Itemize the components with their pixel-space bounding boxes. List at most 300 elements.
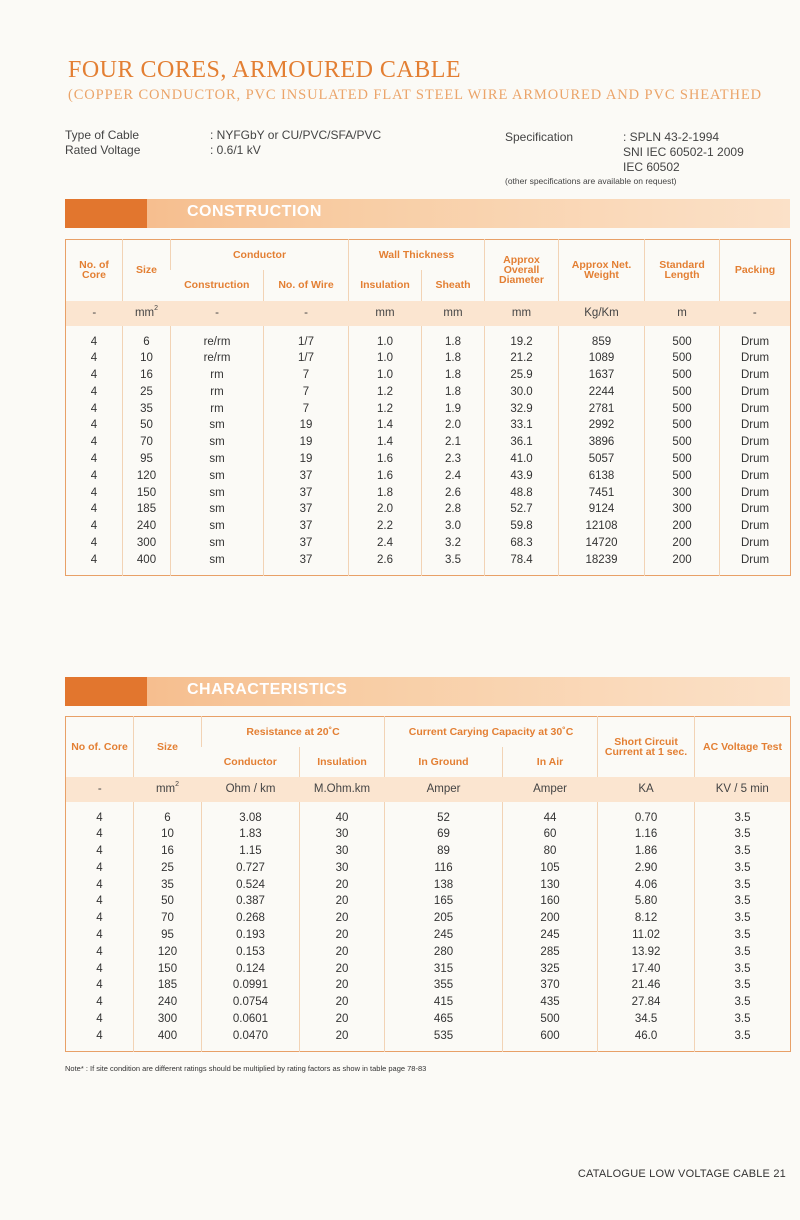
table-cell: sm: [171, 485, 264, 502]
table-cell: 1/7: [264, 350, 349, 367]
table-cell: 20: [300, 961, 385, 978]
table-cell: 0.0470: [202, 1028, 300, 1051]
table-cell: 4: [90, 469, 98, 482]
table-cell: 4: [90, 503, 98, 516]
table-cell: 0.727: [202, 860, 300, 877]
table-row: [66, 977, 791, 994]
table-cell: 280: [385, 944, 503, 961]
table-row: [66, 485, 791, 502]
header-sheath: Sheath: [422, 270, 485, 301]
table-cell: 0.153: [202, 944, 300, 961]
table-cell: 4: [90, 453, 98, 466]
table-cell: 60: [503, 826, 598, 843]
table-cell: 14720: [559, 535, 645, 552]
table-row: [66, 877, 791, 894]
table-cell: 415: [385, 994, 503, 1011]
table-cell: 1.16: [598, 826, 695, 843]
unit-cell: -: [720, 301, 791, 326]
table-row: [66, 384, 791, 401]
table-cell: sm: [171, 552, 264, 575]
header-current-capacity: Current Carying Capacity at 30˚C: [385, 717, 598, 747]
table-cell: 7: [264, 401, 349, 418]
table-cell: 0.0754: [202, 994, 300, 1011]
table-cell: 2.4: [349, 535, 422, 552]
table-cell: 185: [134, 977, 202, 994]
table-cell: rm: [171, 367, 264, 384]
table-row: [66, 802, 791, 827]
header-conductor: Conductor: [171, 240, 349, 270]
table-cell: 2.2: [349, 518, 422, 535]
table-cell: 3.0: [422, 518, 485, 535]
table-cell: 4: [90, 369, 98, 382]
page-title: FOUR CORES, ARMOURED CABLE: [68, 57, 462, 83]
table-cell: 3.5: [695, 1011, 791, 1028]
table-cell: 80: [503, 843, 598, 860]
table-row: [66, 843, 791, 860]
table-cell: 68.3: [485, 535, 559, 552]
table-cell: 20: [300, 977, 385, 994]
table-cell: sm: [171, 518, 264, 535]
table-cell: Drum: [720, 350, 791, 367]
unit-cell: Amper: [503, 777, 598, 802]
table-cell: 37: [264, 501, 349, 518]
table-cell: 35: [134, 877, 202, 894]
table-row: [66, 826, 791, 843]
table-cell: 13.92: [598, 944, 695, 961]
table-cell: 18239: [559, 552, 645, 575]
table-cell: 10: [134, 826, 202, 843]
table-cell: 1.86: [598, 843, 695, 860]
table-cell: 70: [123, 434, 171, 451]
spec-label: Specification: [505, 130, 574, 144]
table-cell: 4: [96, 929, 103, 942]
table-cell: 89: [385, 843, 503, 860]
table-cell: 500: [645, 326, 720, 351]
table-cell: 285: [503, 944, 598, 961]
table-cell: 535: [385, 1028, 503, 1051]
table-cell: 500: [645, 451, 720, 468]
table-cell: 44: [503, 802, 598, 827]
table-cell: 1.15: [202, 843, 300, 860]
table-cell: sm: [171, 451, 264, 468]
table-cell: 205: [385, 910, 503, 927]
table-cell: 4: [96, 912, 103, 925]
unit-cell: -: [66, 777, 134, 802]
units-row: [66, 777, 791, 802]
table-cell: 52: [385, 802, 503, 827]
table-cell: 37: [264, 485, 349, 502]
table-cell: 300: [645, 501, 720, 518]
header-resistance: Resistance at 20˚C: [202, 717, 385, 747]
header-size: Size: [123, 240, 171, 301]
table-cell: 8.12: [598, 910, 695, 927]
table-cell: 300: [123, 535, 171, 552]
table-cell: 3.5: [695, 860, 791, 877]
table-cell: 2.4: [422, 468, 485, 485]
table-cell: 300: [134, 1011, 202, 1028]
header-no-core: No of. Core: [71, 740, 128, 753]
table-cell: 40: [300, 802, 385, 827]
table-cell: 500: [645, 384, 720, 401]
unit-cell: Ohm / km: [202, 777, 300, 802]
construction-table: [65, 239, 791, 576]
table-cell: 70: [134, 910, 202, 927]
table-row: [66, 552, 791, 575]
table-row: [66, 350, 791, 367]
spec-value: IEC 60502: [623, 159, 680, 174]
table-cell: re/rm: [171, 326, 264, 351]
header-overall-diameter: Approx Overall Diameter: [485, 240, 559, 301]
header-conductor-resistance: Conductor: [223, 755, 277, 768]
table-cell: 16: [134, 843, 202, 860]
table-cell: 4: [96, 811, 103, 824]
unit-cell: M.Ohm.km: [300, 777, 385, 802]
table-cell: 355: [385, 977, 503, 994]
table-cell: Drum: [720, 485, 791, 502]
table-cell: 2781: [559, 401, 645, 418]
table-cell: 19: [264, 451, 349, 468]
table-cell: 21.46: [598, 977, 695, 994]
table-cell: 4: [96, 996, 103, 1009]
table-cell: 400: [134, 1028, 202, 1051]
table-row: [66, 401, 791, 418]
table-cell: 16: [123, 367, 171, 384]
cable-spec-left: [65, 128, 381, 158]
table-cell: 11.02: [598, 927, 695, 944]
table-cell: 3.5: [695, 977, 791, 994]
table-cell: 3.08: [202, 802, 300, 827]
section-title: CONSTRUCTION: [187, 203, 322, 220]
header-packing: Packing: [720, 240, 791, 301]
section-band-accent: [65, 199, 147, 228]
table-cell: 500: [645, 367, 720, 384]
table-cell: sm: [171, 434, 264, 451]
unit-cell: KA: [598, 777, 695, 802]
table-cell: 1637: [559, 367, 645, 384]
table-cell: 30: [300, 826, 385, 843]
table-cell: 4: [90, 402, 98, 415]
table-cell: 160: [503, 893, 598, 910]
table-cell: 200: [645, 518, 720, 535]
table-cell: 185: [123, 501, 171, 518]
table-row: [66, 501, 791, 518]
table-cell: sm: [171, 535, 264, 552]
section-title: CHARACTERISTICS: [187, 681, 348, 698]
table-cell: 130: [503, 877, 598, 894]
table-cell: 2.1: [422, 434, 485, 451]
table-cell: sm: [171, 501, 264, 518]
table-cell: 37: [264, 468, 349, 485]
table-cell: 95: [123, 451, 171, 468]
table-cell: 435: [503, 994, 598, 1011]
unit-superscript: 2: [154, 305, 159, 312]
header-in-air: In Air: [503, 747, 598, 777]
table-cell: 300: [645, 485, 720, 502]
table-cell: Drum: [720, 535, 791, 552]
footnote: Note* : If site condition are different ratings should be multiplied by rating factors as show in table page 78-83: [65, 1064, 427, 1073]
table-cell: 20: [300, 1011, 385, 1028]
spec-row-voltage: [65, 143, 381, 158]
spec-value: : SPLN 43-2-1994: [623, 130, 720, 144]
header-insulation-resistance: Insulation: [300, 747, 385, 777]
table-cell: 1.4: [349, 417, 422, 434]
table-cell: 27.84: [598, 994, 695, 1011]
table-cell: re/rm: [171, 350, 264, 367]
table-cell: 46.0: [598, 1028, 695, 1051]
table-cell: 116: [385, 860, 503, 877]
table-cell: rm: [171, 384, 264, 401]
table-cell: Drum: [720, 401, 791, 418]
table-cell: 3.5: [695, 910, 791, 927]
table-row: [66, 927, 791, 944]
section-band-accent: [65, 677, 147, 706]
unit-cell: Amper: [385, 777, 503, 802]
table-cell: 240: [134, 994, 202, 1011]
spec-row-type: [65, 128, 381, 143]
table-cell: 1.2: [349, 384, 422, 401]
table-cell: 20: [300, 927, 385, 944]
table-cell: Drum: [720, 468, 791, 485]
table-cell: 78.4: [485, 552, 559, 575]
table-cell: 165: [385, 893, 503, 910]
unit-superscript: 2: [175, 781, 180, 788]
table-cell: 4: [96, 1013, 103, 1026]
table-cell: 4.06: [598, 877, 695, 894]
table-cell: rm: [171, 401, 264, 418]
table-cell: 3.5: [695, 893, 791, 910]
table-cell: 0.193: [202, 927, 300, 944]
table-cell: 105: [503, 860, 598, 877]
table-cell: 370: [503, 977, 598, 994]
table-cell: 50: [134, 893, 202, 910]
table-cell: 19: [264, 434, 349, 451]
spec-value: SNI IEC 60502-1 2009: [623, 144, 744, 159]
table-cell: Drum: [720, 552, 791, 575]
characteristics-section-header: [65, 677, 790, 706]
table-cell: 20: [300, 944, 385, 961]
table-cell: 200: [503, 910, 598, 927]
table-cell: 3.5: [695, 944, 791, 961]
unit-text: mm: [134, 307, 155, 319]
table-cell: 25: [134, 860, 202, 877]
table-row: [66, 961, 791, 978]
table-cell: 1.8: [349, 485, 422, 502]
table-row: [66, 944, 791, 961]
table-cell: 465: [385, 1011, 503, 1028]
table-row: [66, 518, 791, 535]
table-cell: 4: [90, 419, 98, 432]
header-construction: Construction: [184, 279, 250, 291]
table-cell: 120: [134, 944, 202, 961]
header-insulation: Insulation: [349, 270, 422, 301]
spec-label: Type of Cable: [65, 128, 140, 142]
table-cell: 859: [559, 326, 645, 351]
table-cell: 4: [96, 1029, 103, 1042]
table-cell: 1/7: [264, 326, 349, 351]
table-cell: 1.8: [422, 384, 485, 401]
table-row: [66, 451, 791, 468]
table-cell: 1.6: [349, 468, 422, 485]
table-cell: 4: [96, 861, 103, 874]
table-cell: 3.5: [695, 843, 791, 860]
table-cell: Drum: [720, 518, 791, 535]
table-cell: 400: [123, 552, 171, 575]
table-row: [66, 417, 791, 434]
units-row: [66, 301, 791, 326]
table-cell: 4: [90, 520, 98, 533]
table-cell: 200: [645, 552, 720, 575]
table-cell: Drum: [720, 384, 791, 401]
table-cell: 0.524: [202, 877, 300, 894]
table-cell: 4: [96, 945, 103, 958]
table-cell: 138: [385, 877, 503, 894]
unit-cell: m: [645, 301, 720, 326]
spec-value: : 0.6/1 kV: [210, 143, 261, 157]
characteristics-table: [65, 716, 791, 1052]
table-cell: 0.387: [202, 893, 300, 910]
header-wall-thickness: Wall Thickness: [349, 240, 485, 270]
table-cell: sm: [171, 417, 264, 434]
header-standard-length: Standard Length: [645, 240, 720, 301]
table-cell: 120: [123, 468, 171, 485]
table-cell: 30: [300, 843, 385, 860]
table-cell: 6: [123, 326, 171, 351]
table-cell: 20: [300, 877, 385, 894]
table-cell: 20: [300, 910, 385, 927]
table-cell: 4: [90, 436, 98, 449]
unit-text: mm: [155, 783, 176, 795]
table-cell: 1.0: [349, 367, 422, 384]
table-cell: 5.80: [598, 893, 695, 910]
table-cell: Drum: [720, 367, 791, 384]
table-cell: 2.6: [349, 552, 422, 575]
table-cell: 1.6: [349, 451, 422, 468]
table-cell: 2.0: [349, 501, 422, 518]
table-cell: 48.8: [485, 485, 559, 502]
page-footer: CATALOGUE LOW VOLTAGE CABLE 21: [577, 1168, 786, 1180]
table-cell: 2.0: [422, 417, 485, 434]
table-row: [66, 994, 791, 1011]
table-cell: 25: [123, 384, 171, 401]
spec-value: : NYFGbY or CU/PVC/SFA/PVC: [210, 128, 382, 142]
table-cell: Drum: [720, 434, 791, 451]
table-cell: 4: [90, 385, 98, 398]
table-row: [66, 1028, 791, 1051]
table-cell: 1.8: [422, 367, 485, 384]
table-cell: 3.5: [695, 802, 791, 827]
unit-cell: mm: [349, 301, 422, 326]
table-cell: 69: [385, 826, 503, 843]
table-cell: 1.0: [349, 350, 422, 367]
table-cell: 25.9: [485, 367, 559, 384]
unit-cell: Kg/Km: [559, 301, 645, 326]
unit-cell: mm: [485, 301, 559, 326]
table-cell: 52.7: [485, 501, 559, 518]
table-cell: 6: [134, 802, 202, 827]
unit-cell: -: [66, 301, 123, 326]
table-row: [66, 910, 791, 927]
table-cell: 59.8: [485, 518, 559, 535]
table-cell: 33.1: [485, 417, 559, 434]
table-cell: 4: [96, 979, 103, 992]
table-row: [66, 1011, 791, 1028]
table-cell: 500: [503, 1011, 598, 1028]
table-cell: 3.5: [422, 552, 485, 575]
table-row: [66, 535, 791, 552]
table-cell: 500: [645, 401, 720, 418]
table-cell: 7451: [559, 485, 645, 502]
spec-values: [623, 130, 744, 174]
table-cell: 4: [90, 352, 98, 365]
table-cell: 4: [96, 845, 103, 858]
table-cell: 21.2: [485, 350, 559, 367]
table-cell: 7: [264, 384, 349, 401]
table-cell: 19.2: [485, 326, 559, 351]
table-cell: 4: [90, 537, 98, 550]
table-cell: 1.8: [422, 326, 485, 351]
table-cell: Drum: [720, 501, 791, 518]
unit-cell: [123, 301, 171, 326]
table-cell: 1.8: [422, 350, 485, 367]
table-cell: 43.9: [485, 468, 559, 485]
table-cell: 245: [385, 927, 503, 944]
table-cell: 200: [645, 535, 720, 552]
unit-cell: KV / 5 min: [695, 777, 791, 802]
table-cell: 2.8: [422, 501, 485, 518]
table-cell: 30: [300, 860, 385, 877]
table-cell: 4: [90, 486, 98, 499]
page-subtitle: (COPPER CONDUCTOR, PVC INSULATED FLAT STEEL WIRE ARMOURED AND PVC SHEATHED: [68, 87, 763, 103]
table-cell: 2992: [559, 417, 645, 434]
table-cell: 3.5: [695, 877, 791, 894]
table-cell: 34.5: [598, 1011, 695, 1028]
table-cell: 4: [90, 553, 98, 566]
table-cell: 0.0991: [202, 977, 300, 994]
table-row: [66, 367, 791, 384]
table-cell: 41.0: [485, 451, 559, 468]
table-row: [66, 893, 791, 910]
table-cell: 0.70: [598, 802, 695, 827]
table-cell: 3.5: [695, 826, 791, 843]
table-cell: 600: [503, 1028, 598, 1051]
construction-section-header: [65, 199, 790, 228]
table-cell: sm: [171, 468, 264, 485]
table-cell: 3.5: [695, 1028, 791, 1051]
table-cell: 1.9: [422, 401, 485, 418]
table-cell: 50: [123, 417, 171, 434]
table-cell: 1.2: [349, 401, 422, 418]
table-cell: 19: [264, 417, 349, 434]
table-cell: 4: [96, 895, 103, 908]
table-cell: 1.0: [349, 326, 422, 351]
table-cell: 32.9: [485, 401, 559, 418]
table-cell: 6138: [559, 468, 645, 485]
header-no-core: No. of Core: [79, 259, 109, 282]
table-cell: 0.124: [202, 961, 300, 978]
table-cell: 3.5: [695, 961, 791, 978]
table-cell: 150: [123, 485, 171, 502]
cable-spec-right: [505, 130, 744, 186]
table-cell: 150: [134, 961, 202, 978]
spec-note: (other specifications are available on request): [505, 176, 677, 187]
table-cell: 5057: [559, 451, 645, 468]
table-cell: 4: [90, 335, 98, 348]
table-row: [66, 326, 791, 351]
unit-cell: -: [264, 301, 349, 326]
table-cell: 2.3: [422, 451, 485, 468]
unit-cell: [134, 777, 202, 802]
table-cell: 500: [645, 434, 720, 451]
